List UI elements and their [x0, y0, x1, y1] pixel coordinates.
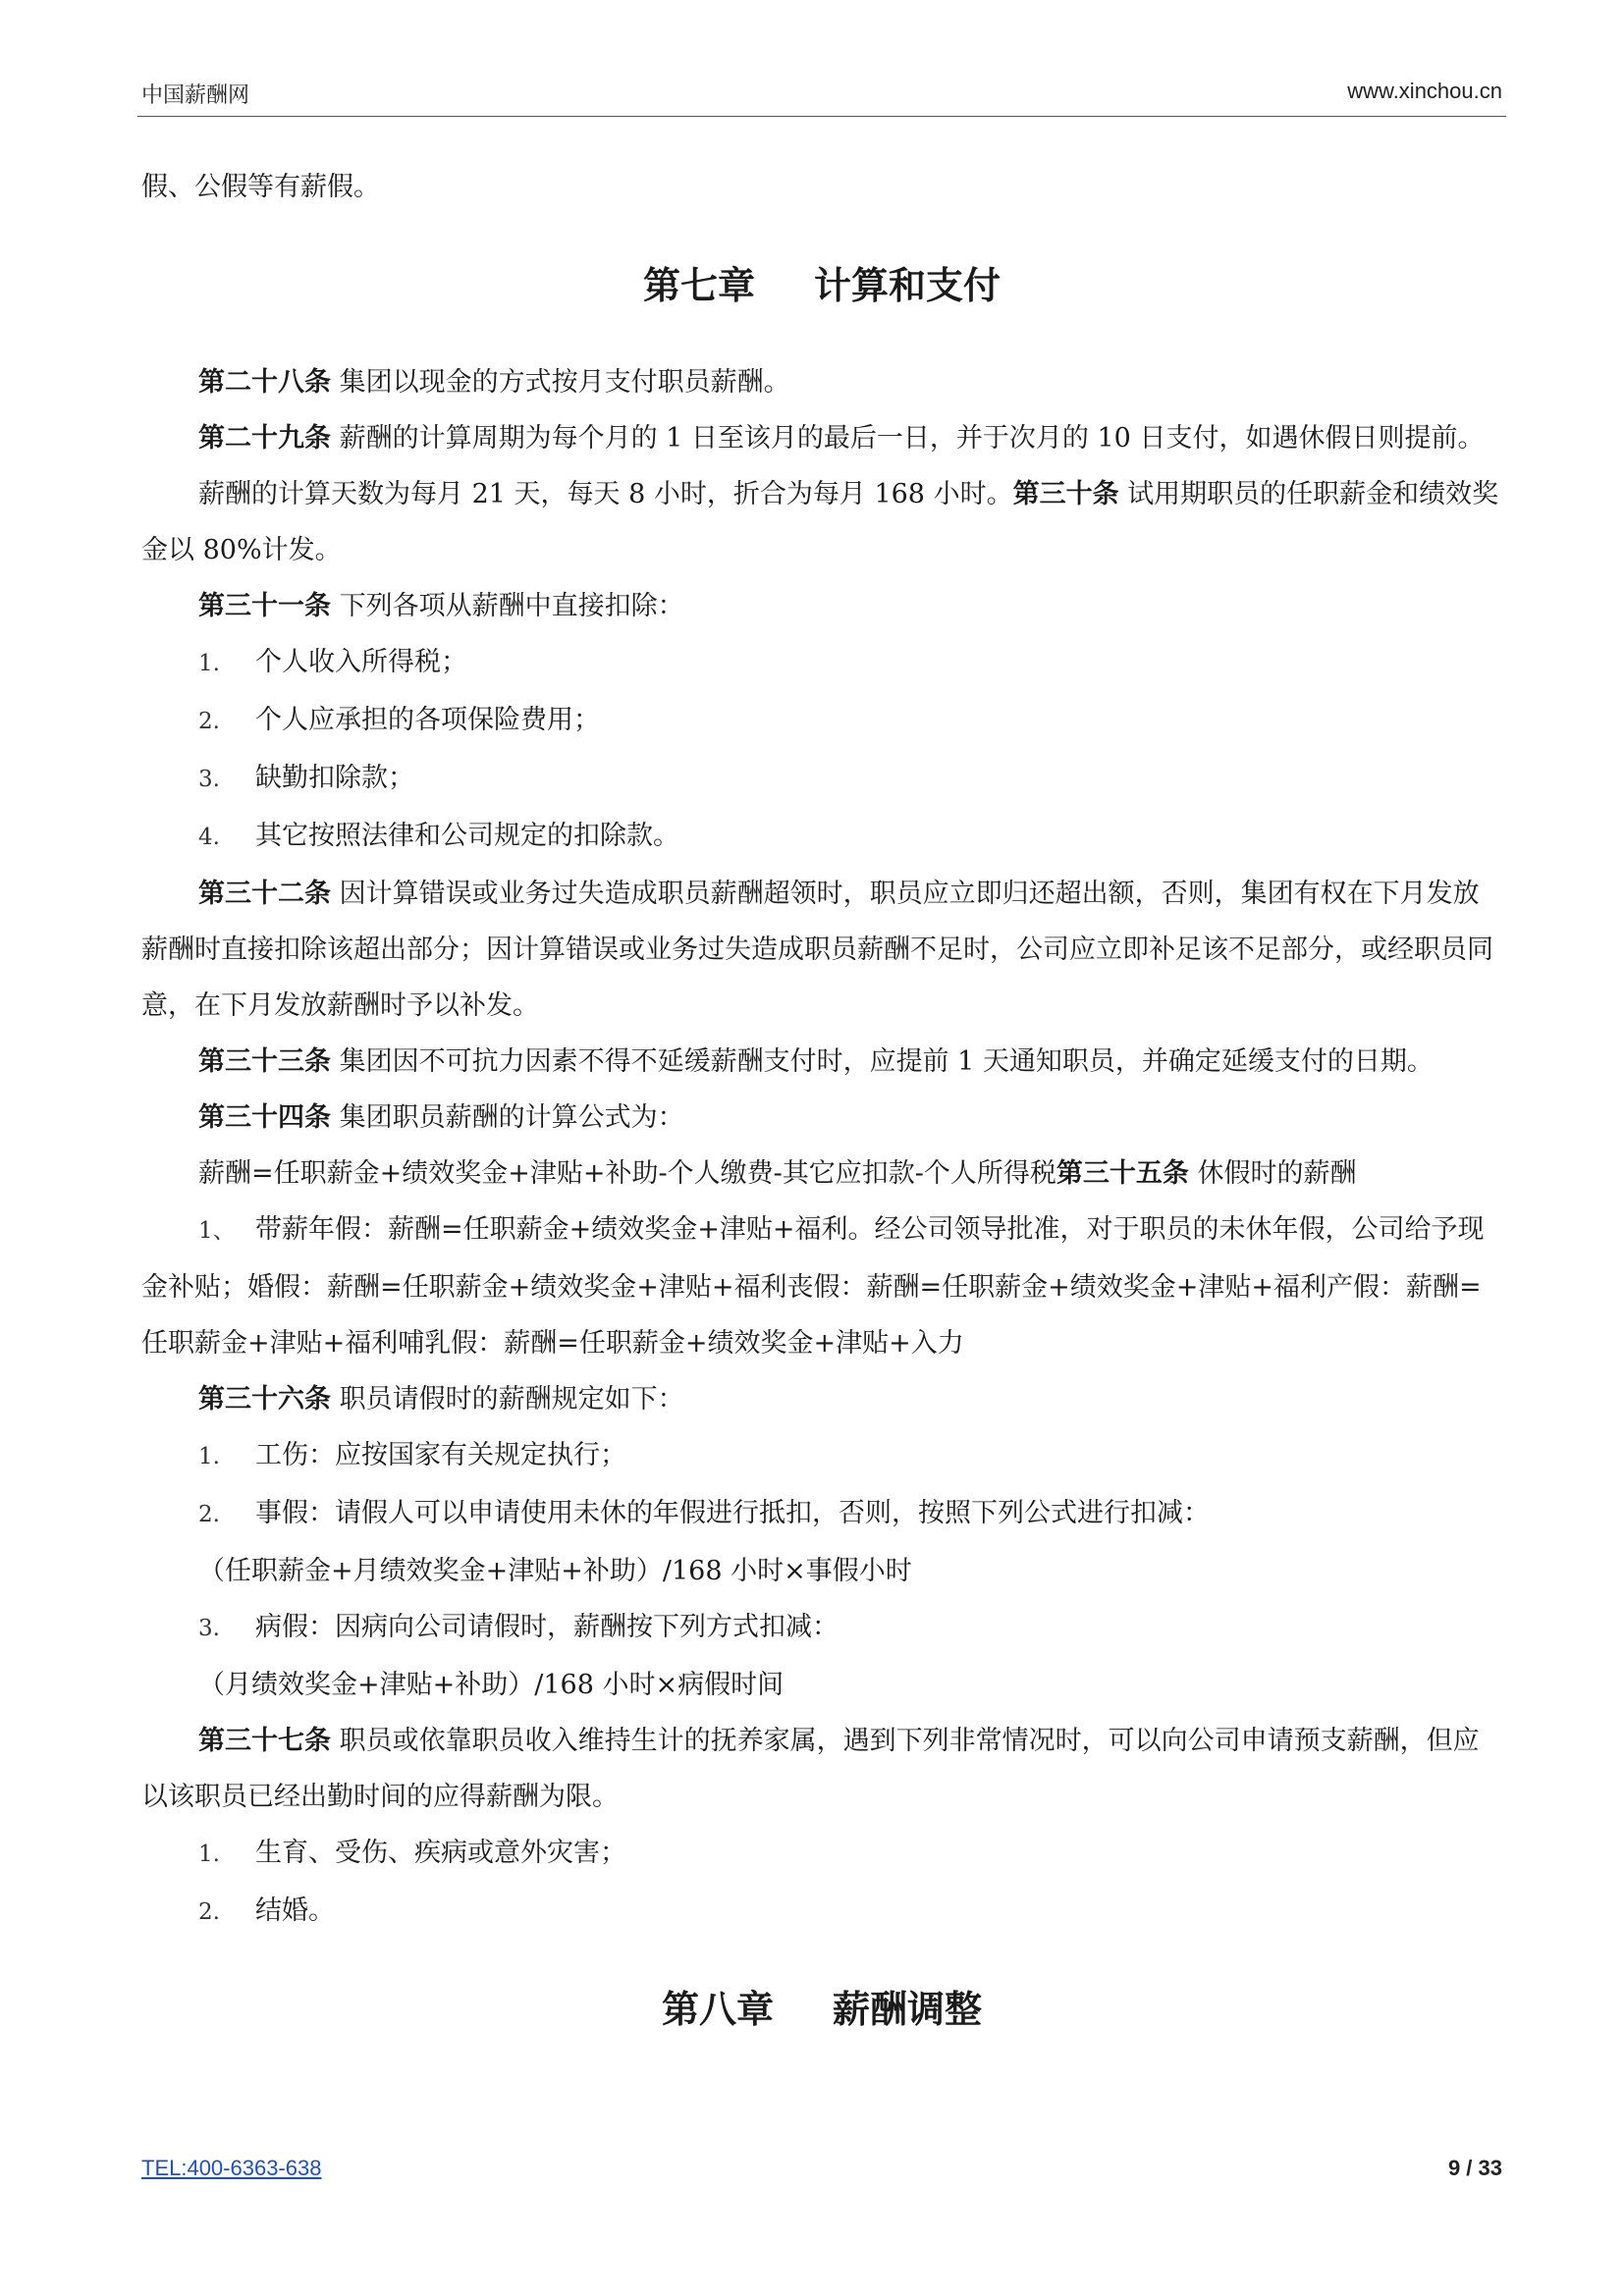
- list-item-text: 其它按照法律和公司规定的扣除款。: [255, 821, 679, 851]
- article-29-text: 薪酬的计算周期为每个月的 1 日至该月的最后一日，并于次月的 10 日支付，如遇休假日则提前。: [331, 423, 1485, 454]
- list-item-number: 4.: [198, 825, 220, 850]
- article-30-text: 试用期职员的任职薪金和绩效奖金以 80%计发。: [141, 479, 1499, 565]
- list-item-text: 缺勤扣除款；: [255, 763, 414, 793]
- list-item: [141, 692, 1502, 750]
- list-item-number: 1.: [198, 1444, 220, 1469]
- list-item-number: 2.: [198, 1899, 220, 1925]
- list-item-number: 1.: [198, 651, 220, 676]
- article-36-text: 职员请假时的薪酬规定如下：: [331, 1384, 684, 1415]
- list-item-number: 2.: [198, 1502, 220, 1527]
- list-item-number: 3.: [198, 767, 220, 792]
- days-text: 薪酬的计算天数为每月 21 天，每天 8 小时，折合为每月 168 小时。: [198, 479, 1013, 509]
- list-item-text: 工伤：应按国家有关规定执行；: [255, 1440, 626, 1470]
- article-34-text: 集团职员薪酬的计算公式为：: [331, 1102, 684, 1133]
- article-32-label: 第三十二条: [198, 879, 331, 909]
- article-34-label: 第三十四条: [198, 1102, 331, 1133]
- document-body: [141, 159, 1502, 2039]
- footer-page-number: 9 / 33: [1447, 2156, 1502, 2180]
- list-item: [141, 750, 1502, 808]
- article-28-label: 第二十八条: [198, 367, 331, 398]
- list-item: [141, 1825, 1502, 1883]
- article-31-label: 第三十一条: [198, 591, 331, 621]
- article-34: [141, 1090, 1502, 1146]
- salary-formula: [141, 1146, 1502, 1201]
- article-30-label: 第三十条: [1012, 479, 1119, 509]
- list-item-text: 结婚。: [255, 1896, 335, 1926]
- sick-leave-formula: （月绩效奖金+津贴+补助）/168 小时×病假时间: [198, 1670, 785, 1700]
- list-item: [141, 808, 1502, 866]
- personal-leave-formula: （任职薪金+月绩效奖金+津贴+补助）/168 小时×事假小时: [198, 1556, 912, 1586]
- list-item: [141, 1427, 1502, 1485]
- chapter-8-title: 薪酬调整: [833, 1988, 983, 2031]
- chapter-8-number: 第八章: [661, 1988, 774, 2031]
- list-item-number: 3.: [198, 1616, 220, 1641]
- list-item: [141, 1883, 1502, 1941]
- list-item-text: 个人应承担的各项保险费用；: [255, 705, 600, 735]
- article-31-text: 下列各项从薪酬中直接扣除：: [331, 591, 684, 621]
- article-35-text: 休假时的薪酬: [1188, 1158, 1357, 1189]
- article-29-label: 第二十九条: [198, 423, 331, 454]
- chapter-7-title: 计算和支付: [814, 264, 1001, 307]
- list-item-text: 事假：请假人可以申请使用未休的年假进行抵扣，否则，按照下列公式进行扣减：: [255, 1498, 1210, 1528]
- article-28-text: 集团以现金的方式按月支付职员薪酬。: [331, 367, 790, 398]
- header-divider: [137, 116, 1506, 117]
- article-32: [141, 866, 1502, 1034]
- chapter-7-heading: [141, 256, 1502, 315]
- article-37-text: 职员或依靠职员收入维持生计的抚养家属，遇到下列非常情况时，可以向公司申请预支薪酬，但应以该职员已经出勤时间的应得薪酬为限。: [141, 1726, 1480, 1812]
- list-item-number: 2.: [198, 709, 220, 734]
- article-30: [141, 466, 1502, 578]
- article-33-text: 集团因不可抗力因素不得不延缓薪酬支付时，应提前 1 天通知职员，并确定延缓支付的日期。: [331, 1046, 1434, 1077]
- header-site-name: 中国薪酬网: [141, 82, 250, 107]
- list-item: [141, 634, 1502, 692]
- article-37: [141, 1713, 1502, 1825]
- article-33: [141, 1034, 1502, 1090]
- list-item: [141, 1599, 1502, 1657]
- article-35-item-1: [141, 1201, 1502, 1371]
- list-item-text: 病假：因病向公司请假时，薪酬按下列方式扣减：: [255, 1612, 839, 1642]
- footer-phone-link[interactable]: TEL:400-6363-638: [141, 2156, 322, 2180]
- article-37-label: 第三十七条: [198, 1726, 331, 1756]
- article-28: [141, 354, 1502, 410]
- list-item-text: 个人收入所得税；: [255, 647, 467, 677]
- salary-formula-text: 薪酬=任职薪金+绩效奖金+津贴+补助-个人缴费-其它应扣款-个人所得税: [198, 1158, 1056, 1189]
- chapter-7-number: 第七章: [642, 264, 755, 307]
- header-url: www.xinchou.cn: [1347, 79, 1502, 103]
- article-29: [141, 410, 1502, 466]
- list-item: [141, 1485, 1502, 1543]
- intro-paragraph: 假、公假等有薪假。: [141, 172, 380, 202]
- article-31: [141, 578, 1502, 634]
- chapter-8-heading: [141, 1980, 1502, 2039]
- article-35-label: 第三十五条: [1056, 1158, 1189, 1189]
- list-item-text: 生育、受伤、疾病或意外灾害；: [255, 1838, 626, 1868]
- article-35-item-1-text: 带薪年假：薪酬=任职薪金+绩效奖金+津贴+福利。经公司领导批准，对于职员的未休年假，公司给予现金补贴；婚假：薪酬=任职薪金+绩效奖金+津贴+福利丧假：薪酬=任职薪金+绩效奖金+津贴+福利产假：薪酬=任职薪金+津贴+福利哺乳假：薪酬=任职薪金+绩效奖金+津贴+入力: [141, 1214, 1485, 1359]
- article-36: [141, 1371, 1502, 1427]
- article-33-label: 第三十三条: [198, 1046, 331, 1077]
- list-item-number: 1、: [198, 1218, 236, 1244]
- list-item-number: 1.: [198, 1842, 220, 1867]
- article-36-label: 第三十六条: [198, 1384, 331, 1415]
- article-32-text: 因计算错误或业务过失造成职员薪酬超领时，职员应立即归还超出额，否则，集团有权在下月发放薪酬时直接扣除该超出部分；因计算错误或业务过失造成职员薪酬不足时，公司应立即补足该不足部分，或经职员同意，在下月发放薪酬时予以补发。: [141, 879, 1493, 1021]
